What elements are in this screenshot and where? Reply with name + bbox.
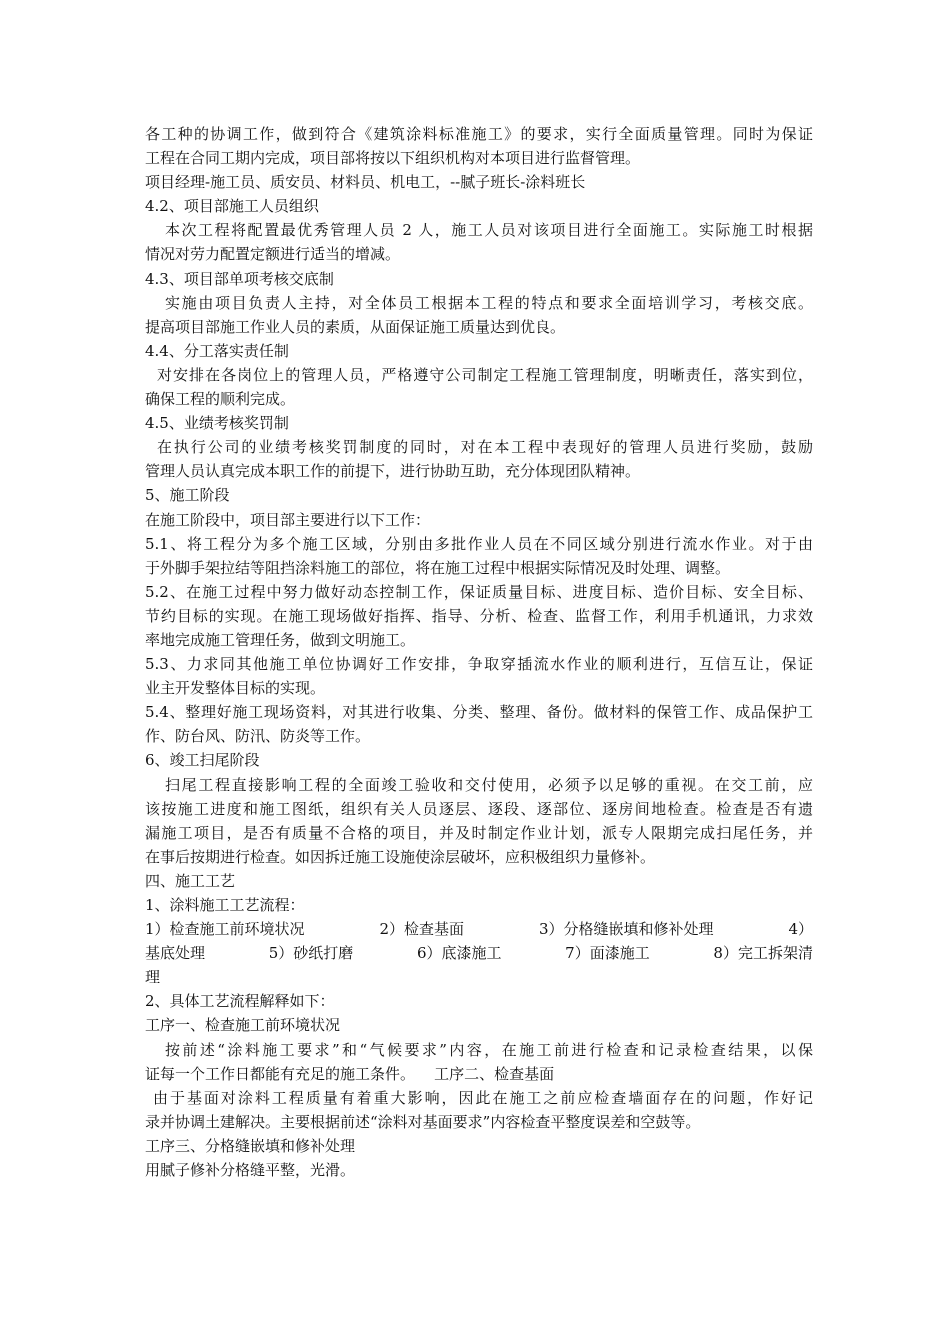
paragraph-line: 该按施工进度和施工图纸，组织有关人员逐层、逐段、逐部位、逐房间地检查。检查是否有遗 (145, 799, 813, 818)
process-steps-row (145, 941, 813, 965)
paragraph-line: 管理人员认真完成本职工作的前提下，进行协助互助，充分体现团队精神。 (145, 462, 641, 481)
process-step: 基底处理 (145, 944, 206, 963)
paragraph-line: 由于基面对涂料工程质量有着重大影响，因此在施工之前应检查墙面存在的问题，作好记 (153, 1088, 813, 1107)
paragraph-line: 扫尾工程直接影响工程的全面竣工验收和交付使用，必须予以足够的重视。在交工前，应 (165, 775, 813, 794)
process-steps-row (145, 917, 813, 941)
section-heading: 4.2、项目部施工人员组织 (145, 197, 319, 216)
process-step: 2）检查基面 (379, 920, 465, 939)
paragraph-line: 情况对劳力配置定额进行适当的增减。 (145, 245, 401, 264)
paragraph-line: 实施由项目负责人主持，对全体员工根据本工程的特点和要求全面培训学习，考核交底。 (165, 293, 813, 312)
paragraph-line: 在施工阶段中，项目部主要进行以下工作： (145, 510, 431, 529)
paragraph-line: 业主开发整体目标的实现。 (145, 679, 326, 698)
process-steps-row: 理 (145, 968, 161, 987)
process-step: 4） (788, 920, 813, 939)
paragraph-line: 用腻子修补分格缝平整，光滑。 (145, 1161, 356, 1180)
paragraph-line: 在事后按期进行检查。如因拆迁施工设施使涂层破坏，应积极组织力量修补。 (145, 847, 656, 866)
paragraph-line: 5.2、在施工过程中努力做好动态控制工作，保证质量目标、进度目标、造价目标、安全目标、 (145, 582, 813, 601)
paragraph-line: 漏施工项目，是否有质量不合格的项目，并及时制定作业计划，派专人限期完成扫尾任务，并 (145, 823, 813, 842)
paragraph-line: 证每一个工作日都能有充足的施工条件。 工序二、检查基面 (145, 1064, 555, 1083)
paragraph-line: 提高项目部施工作业人员的素质，从面保证施工质量达到优良。 (145, 317, 566, 336)
section-heading: 5、施工阶段 (145, 486, 230, 505)
paragraph-line: 本次工程将配置最优秀管理人员 2 人，施工人员对该项目进行全面施工。实际施工时根据 (165, 221, 813, 240)
paragraph-line: 在执行公司的业绩考核奖罚制度的同时，对在本工程中表现好的管理人员进行奖励，鼓励 (157, 438, 813, 457)
paragraph-line: 5.3、力求同其他施工单位协调好工作安排，争取穿插流水作业的顺利进行，互信互让，保证 (145, 655, 813, 674)
section-heading: 1、涂料施工工艺流程： (145, 896, 305, 914)
paragraph-line: 节约目标的实现。在施工现场做好指挥、指导、分析、检查、监督工作，利用手机通讯，力求效 (145, 606, 813, 625)
section-heading: 4.3、项目部单项考核交底制 (145, 269, 334, 288)
document-body (145, 122, 813, 1182)
paragraph-line: 工程在合同工期内完成，项目部将按以下组织机构对本项目进行监督管理。 (145, 149, 641, 168)
process-step: 3）分格缝嵌填和修补处理 (538, 920, 714, 939)
paragraph-line: 于外脚手架拉结等阻挡涂料施工的部位，将在施工过程中根据实际情况及时处理、调整。 (145, 558, 731, 577)
section-heading: 2、具体工艺流程解释如下： (145, 992, 335, 1011)
paragraph-line: 5.1、将工程分为多个施工区域，分别由多批作业人员在不同区域分别进行流水作业。对于由 (145, 534, 813, 553)
process-step: 7）面漆施工 (565, 944, 650, 963)
section-heading: 四、施工工艺 (145, 871, 236, 890)
paragraph-line: 对安排在各岗位上的管理人员，严格遵守公司制定工程施工管理制度，明晰责任，落实到位， (157, 365, 813, 384)
paragraph-line: 按前述“涂料施工要求”和“气候要求”内容，在施工前进行检查和记录检查结果，以保 (165, 1040, 813, 1059)
section-heading: 4.5、业绩考核奖罚制 (145, 414, 289, 433)
section-heading: 工序一、检查施工前环境状况 (145, 1016, 341, 1035)
paragraph-line: 5.4、整理好施工现场资料，对其进行收集、分类、整理、备份。做材料的保管工作、成品保护工 (145, 703, 813, 722)
paragraph-line: 作、防台风、防汛、防炎等工作。 (145, 727, 371, 746)
paragraph-line: 确保工程的顺利完成。 (145, 390, 296, 409)
paragraph-line: 率地完成施工管理任务，做到文明施工。 (145, 630, 416, 649)
paragraph-line: 各工种的协调工作，做到符合《建筑涂料标准施工》的要求，实行全面质量管理。同时为保证 (145, 125, 813, 143)
paragraph-line: 项目经理-施工员、质安员、材料员、机电工，--腻子班长-涂料班长 (145, 173, 586, 192)
process-step: 5）砂纸打磨 (268, 944, 354, 963)
section-heading: 4.4、分工落实责任制 (145, 341, 289, 360)
process-step: 1）检查施工前环境状况 (145, 920, 305, 939)
paragraph-line: 录并协调土建解决。主要根据前述“涂料对基面要求”内容检查平整度误差和空鼓等。 (145, 1112, 701, 1131)
section-heading: 6、竣工扫尾阶段 (145, 751, 260, 770)
process-step: 8）完工拆架清 (713, 944, 813, 963)
section-heading: 工序三、分格缝嵌填和修补处理 (145, 1136, 356, 1155)
process-step: 6）底漆施工 (416, 944, 502, 963)
